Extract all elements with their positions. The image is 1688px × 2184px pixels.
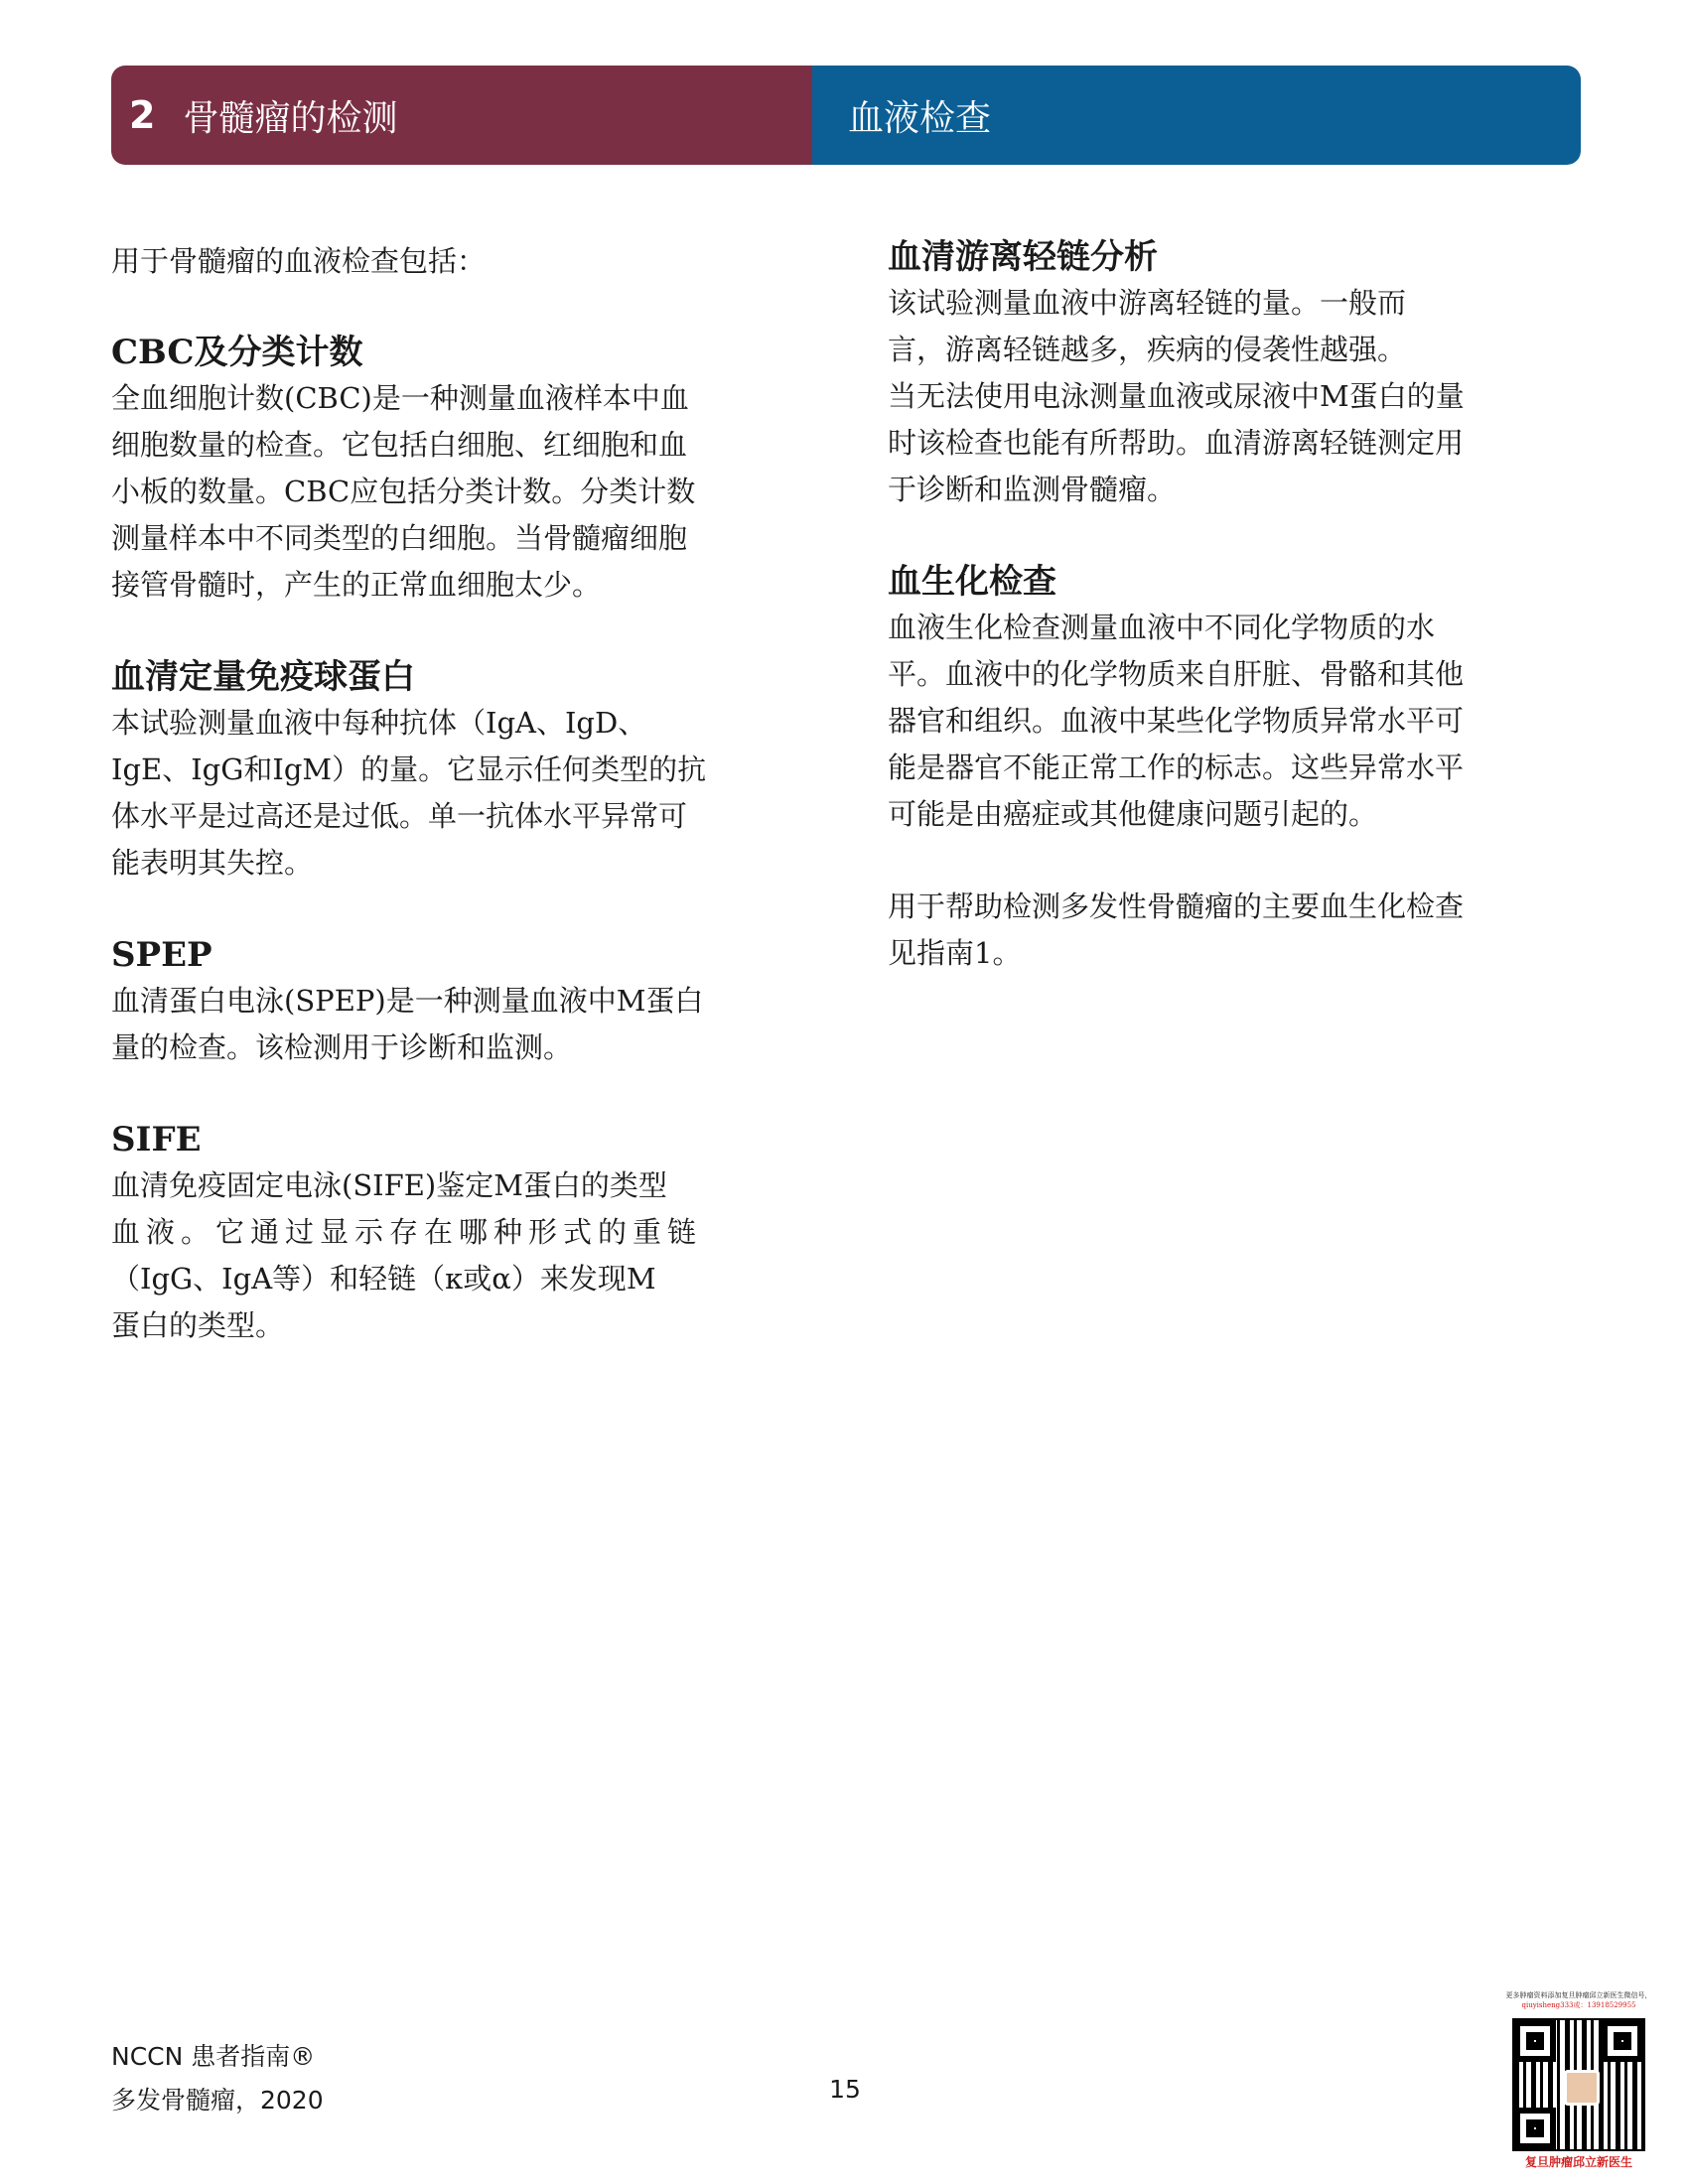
- left-column: [111, 234, 786, 1349]
- section-free-light-chain: [888, 234, 1563, 513]
- qr-finder-icon: [1514, 2108, 1556, 2149]
- qr-code-icon[interactable]: [1514, 2020, 1643, 2149]
- chapter-title: 骨髓瘤的检测: [183, 97, 398, 139]
- paragraph-line: 可能是由癌症或其他健康问题引起的。: [888, 797, 1378, 831]
- section-spep: [111, 932, 786, 1071]
- paragraph-line: 小板的数量。CBC应包括分类计数。分类计数: [111, 475, 696, 508]
- chapter-header: [111, 66, 1581, 165]
- section-immunoglobulins: [111, 654, 786, 887]
- promo-qr-block: [1479, 1990, 1678, 2170]
- paragraph-line: 该试验测量血液中游离轻链的量。一般而: [888, 286, 1407, 320]
- promo-contact: qiuyisheng333或：13918529955: [1521, 2001, 1636, 2009]
- paragraph-line: 见指南1。: [888, 936, 1022, 970]
- section-blood-chemistry: [888, 559, 1563, 838]
- paragraph-line: 言，游离轻链越多，疾病的侵袭性越强。: [888, 333, 1407, 366]
- avatar: [1564, 2070, 1600, 2106]
- paragraph-line: 器官和组织。血液中某些化学物质异常水平可: [888, 704, 1465, 738]
- footer-edition: 多发骨髓瘤，2020: [111, 2086, 324, 2115]
- paragraph-line: 测量样本中不同类型的白细胞。当骨髓瘤细胞: [111, 521, 688, 555]
- paragraph-line: 能表明其失控。: [111, 846, 314, 880]
- section-heading: 血清定量免疫球蛋白: [111, 657, 415, 697]
- paragraph-line: 本试验测量血液中每种抗体（IgA、IgD、: [111, 706, 647, 740]
- paragraph-line: 体水平是过高还是过低。单一抗体水平异常可: [111, 799, 688, 833]
- paragraph-line: 当无法使用电泳测量血液或尿液中M蛋白的量: [888, 379, 1465, 413]
- promo-caption: 复旦肿瘤邱立新医生: [1524, 2155, 1632, 2169]
- paragraph-line: 量的检查。该检测用于诊断和监测。: [111, 1030, 573, 1064]
- paragraph-line: 血液。它通过显示存在哪种形式的重链: [111, 1215, 703, 1249]
- paragraph-line: 血清免疫固定电泳(SIFE)鉴定M蛋白的类型: [111, 1168, 667, 1202]
- section-heading: SPEP: [111, 935, 212, 975]
- paragraph-line: 时该检查也能有所帮助。血清游离轻链测定用: [888, 426, 1465, 460]
- paragraph-line: 接管骨髓时，产生的正常血细胞太少。: [111, 568, 602, 602]
- section-heading: 血生化检查: [888, 562, 1056, 602]
- paragraph-line: 蛋白的类型。: [111, 1308, 285, 1342]
- paragraph-line: 全血细胞计数(CBC)是一种测量血液样本中血: [111, 381, 689, 415]
- paragraph-line: 平。血液中的化学物质来自肝脏、骨骼和其他: [888, 657, 1465, 691]
- section-cbc: [111, 330, 786, 609]
- paragraph-line: 细胞数量的检查。它包括白细胞、红细胞和血: [111, 428, 688, 462]
- section-sife: [111, 1117, 786, 1349]
- paragraph-line: 血液生化检查测量血液中不同化学物质的水: [888, 611, 1436, 644]
- footer-publication: [111, 2035, 324, 2122]
- section-heading: CBC及分类计数: [111, 333, 363, 372]
- chapter-banner: [111, 66, 812, 165]
- right-column: [888, 234, 1563, 977]
- chapter-number: 2: [129, 93, 156, 137]
- paragraph-line: 血清蛋白电泳(SPEP)是一种测量血液中M蛋白: [111, 984, 704, 1018]
- footer-guide-title: NCCN 患者指南®: [111, 2042, 316, 2071]
- section-title: 血液检查: [848, 97, 992, 139]
- paragraph-line: 于诊断和监测骨髓瘤。: [888, 473, 1177, 506]
- section-banner: [812, 66, 1581, 165]
- paragraph-line: （IgG、IgA等）和轻链（κ或α）来发现M: [111, 1262, 656, 1296]
- section-heading: 血清游离轻链分析: [888, 237, 1158, 277]
- page-number: 15: [829, 2075, 861, 2104]
- paragraph-line: 能是器官不能正常工作的标志。这些异常水平: [888, 751, 1465, 784]
- promo-text: 更多肿瘤资料添加复旦肿瘤邱立新医生微信号，: [1505, 1991, 1652, 1999]
- paragraph-line: 用于帮助检测多发性骨髓瘤的主要血生化检查: [888, 889, 1465, 923]
- section-heading: SIFE: [111, 1120, 202, 1160]
- paragraph-line: IgE、IgG和IgM）的量。它显示任何类型的抗: [111, 752, 707, 786]
- intro-text: 用于骨髓瘤的血液检查包括：: [111, 244, 487, 278]
- section-guide-reference: [888, 884, 1563, 977]
